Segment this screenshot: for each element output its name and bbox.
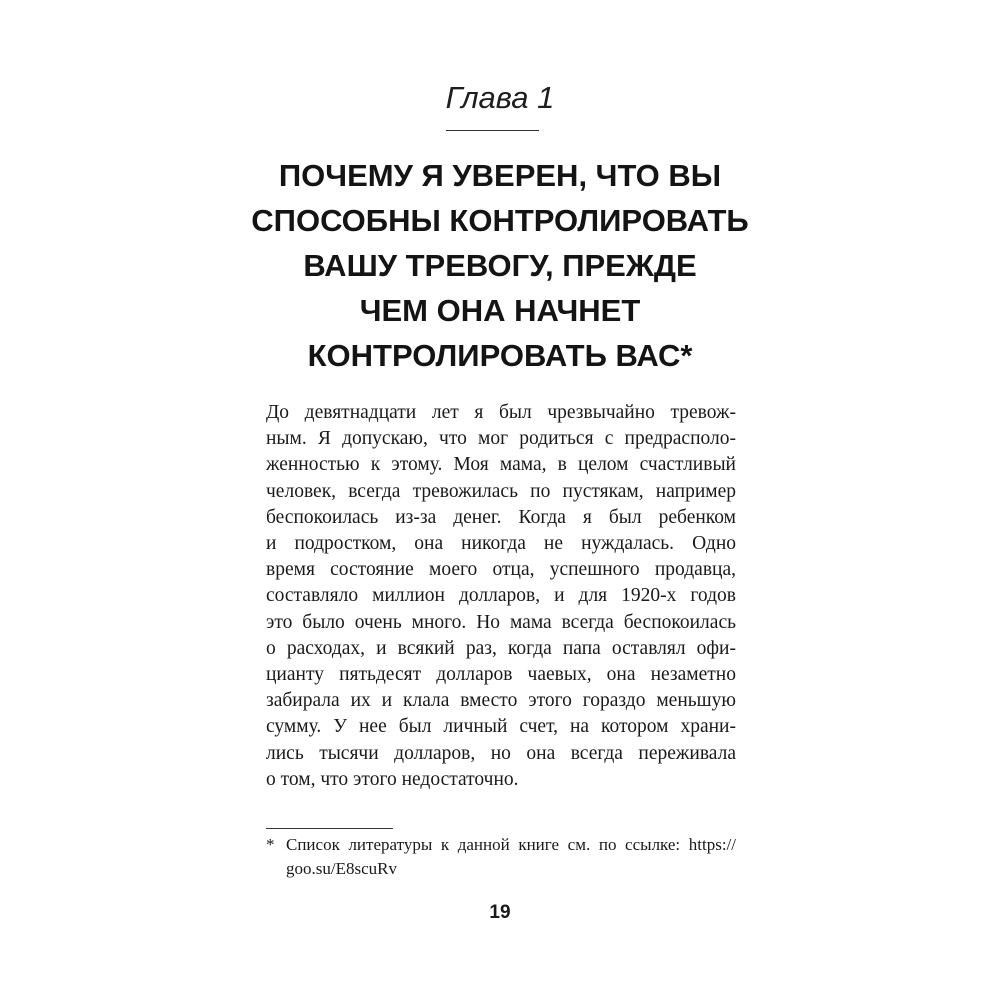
page-number: 19 [489,902,511,923]
chapter-title-line: ЧЕМ ОНА НАЧНЕТ [359,293,641,328]
body-line: цианту пятьдесят долларов чаевых, она незаметно [266,664,736,686]
body-line: лись тысячи долларов, но она всегда переживала [266,742,736,764]
footnote [266,833,736,881]
footnote-marker: * [266,835,275,854]
chapter-title-line: ВАШУ ТРЕВОГУ, ПРЕЖДЕ [303,248,697,283]
chapter-title [250,153,750,378]
chapter-title-line: ПОЧЕМУ Я УВЕРЕН, ЧТО ВЫ [278,158,722,193]
body-paragraph [266,400,736,793]
body-line: ным. Я допускаю, что мог родиться с предрасполо- [266,428,736,450]
chapter-title-line: КОНТРОЛИРОВАТЬ ВАС* [307,338,693,373]
chapter-divider [446,130,539,131]
body-line: женностью к этому. Моя мама, в целом счастливый [266,454,736,476]
body-line: составляло миллион долларов, и для 1920-х годов [266,585,736,607]
chapter-title-line: СПОСОБНЫ КОНТРОЛИРОВАТЬ [251,203,749,238]
footnote-line: Список литературы к данной книге см. по ссылке: https:// [286,835,736,854]
body-line: это было очень много. Но мама всегда беспокоилась [266,611,736,633]
footnote-divider [266,828,393,829]
body-line: беспокоилась из-за денег. Когда я был ребенком [266,506,736,528]
body-line: о расходах, и всякий раз, когда папа оставлял офи- [266,637,736,659]
footnote-line: goo.su/E8scuRv [286,859,397,878]
body-line: и подростком, она никогда не нуждалась. Одно [266,533,736,555]
body-line: человек, всегда тревожилась по пустякам, например [266,480,736,502]
body-line: сумму. У нее был личный счет, на котором храни- [266,716,736,738]
body-line: забирала их и клала вместо этого гораздо меньшую [266,690,736,712]
body-line: время состояние моего отца, успешного продавца, [266,559,736,581]
body-line: о том, что этого недостаточно. [266,768,519,790]
chapter-label: Глава 1 [445,80,555,115]
body-line: До девятнадцати лет я был чрезвычайно тревож- [266,402,736,423]
